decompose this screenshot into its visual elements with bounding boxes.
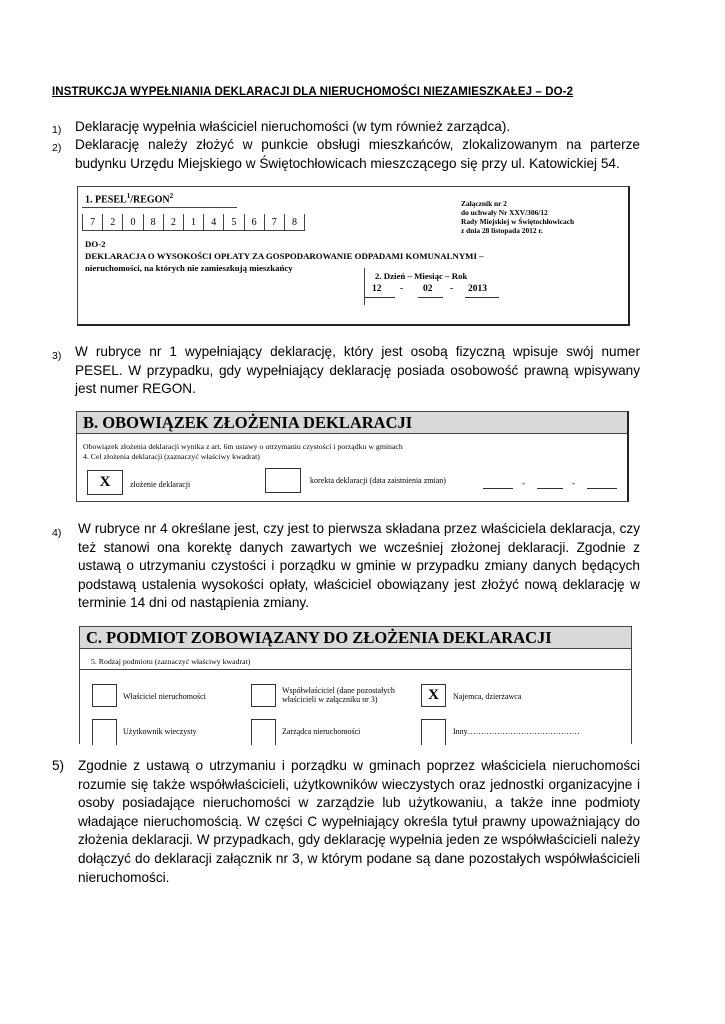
pesel-digit: 7 [82,214,102,231]
item-number: 2) [52,142,62,154]
pesel-digit: 6 [244,214,264,231]
pesel-digit: 8 [143,214,163,231]
section-b-heading: B. OBOWIĄZEK ZŁOŻENIA DEKLARACJI [77,412,627,434]
section-c-heading: C. PODMIOT ZOBOWIĄZANY DO ZŁOŻENIA DEKLARACJI [80,627,631,649]
checkbox-coowner-label: Współwłaściciel (dane pozostałych właścicieli w załączniku nr 3) [282,686,395,704]
instruction-item-1 [52,118,640,137]
checkbox-manager-label: Zarządca nieruchomości [282,727,361,736]
form-excerpt-header [77,186,630,326]
pesel-digit: 2 [163,214,183,231]
instruction-item-2 [52,136,640,173]
checkbox-tenant: X [421,684,446,707]
checkbox-correction [265,468,301,493]
checkbox-owner [92,684,117,707]
pesel-digit: 8 [284,214,304,231]
date-month: 02 [423,284,433,294]
pesel-digit: 4 [203,214,223,231]
date-year: 2013 [468,284,487,294]
item-number: 5) [52,758,65,773]
date-day: 12 [372,284,382,294]
instruction-item-3 [52,343,640,399]
item-text: W rubryce nr 1 wypełniający deklarację, który jest osobą fizyczną wpisuje swój numer PESEL. W przypadku, gdy wypełniający deklarację posiada osobowość prawną wpisywany jest numer REGON. [75,344,640,397]
date-label: 2. Dzień – Miesiąc – Rok [375,271,468,281]
date-field: 2. Dzień – Miesiąc – Rok 12 - 02 - 2013 [364,268,504,305]
instruction-item-5 [52,757,640,887]
pesel-digits [82,214,305,231]
checkbox-filing-label: złożenie deklaracji [130,480,191,489]
item-number: 3) [52,350,62,362]
item-text: Deklarację wypełnia właściciel nieruchomości (w tym również zarządca). [75,119,511,134]
document-title: INSTRUKCJA WYPEŁNIANIA DEKLARACJI DLA NIERUCHOMOŚCI NIEZAMIESZKAŁEJ – DO-2 [52,86,574,98]
section-b-text: Obowiązek złożenia deklaracji wynika z art. 6m ustawy o utrzymaniu czystości i porządku w gminach 4. Cel złożenia deklaracji (zaznaczyć właściwy kwadrat) [83,442,403,461]
pesel-digit: 0 [122,214,142,231]
declaration-heading: DO-2 DEKLARACJA O WYSOKOŚCI OPŁATY ZA GOSPODAROWANIE ODPADAMI KOMUNALNYMI – nieruchomości, na których nie zamieszkują mieszkańcy [85,239,484,273]
checkbox-other [421,719,446,745]
checkbox-tenant-label: Najemca, dzierżawca [453,692,522,701]
attachment-note: Załącznik nr 2 do uchwały Nr XXV/306/12 Rady Miejskiej w Świętochłowicach z dnia 28 listopada 2012 r. [461,199,575,235]
checkbox-filing: X [87,470,123,495]
checkbox-coowner [251,684,276,707]
item-number: 4) [52,527,62,539]
section-c-text: 5. Rodzaj podmiotu (zaznaczyć właściwy kwadrat) [91,657,251,666]
pesel-regon-label: 1. PESEL$^1$/REGON$^2$ [85,192,174,206]
item-text: Zgodnie z ustawą o utrzymaniu i porządku w gminach poprzez właściciela nieruchomości rozumie się także współwłaścicieli, użytkowników wieczystych oraz jednostki organizacyjne i osoby posiadające nieruchomości w zarządzie lub użytkowaniu, a także inne podmioty władające nieruchomością. W części C wypełniający określa tytuł prawny upoważniający do złożenia deklaracji. W przypadkach, gdy deklarację wypełnia jeden ze współwłaścicieli należy dołączyć do deklaracji załącznik nr 3, w którym podane są dane pozostałych współwłaścicieli nieruchomości. [78,758,640,885]
checkbox-other-label: Inny…………………………………… [453,727,580,736]
checkbox-manager [251,719,276,745]
pesel-digit: 1 [183,214,203,231]
pesel-digit: 7 [264,214,284,231]
item-text: W rubryce nr 4 określane jest, czy jest to pierwsza składana przez właściciela deklaracja, czy też stanowi ona korektę danych zawartych we wcześniej złożonej deklaracji. Zgodnie z ustawą o utrzymaniu czystości i porządku w gminie w przypadku zmiany danych będących podstawą ustalenia wysokości opłaty, właściciel obowiązany jest złożyć nową deklarację w terminie 14 dni od nastąpienia zmiany. [78,521,640,611]
checkbox-correction-label: korekta deklaracji (data zaistnienia zmian) [310,476,446,485]
form-excerpt-section-c [79,626,632,744]
instruction-item-4 [52,520,640,613]
item-number: 1) [52,124,62,136]
form-excerpt-section-b: B. OBOWIĄZEK ZŁOŻENIA DEKLARACJI Obowiązek złożenia deklaracji wynika z art. 6m ustawy o utrzymaniu czystości i porządku w gminach 4. Cel złożenia deklaracji (zaznaczyć właściwy kwadrat) X złożenie deklaracji korekta deklaracji (data zaistnienia zmian) - - [76,411,629,502]
item-text: Deklarację należy złożyć w punkcie obsługi mieszkańców, zlokalizowanym na parterze budynku Urzędu Miejskiego w Świętochłowicach mieszczącego się przy ul. Katowickiej 54. [75,137,640,171]
checkbox-owner-label: Właściciel nieruchomości [123,692,206,701]
pesel-digit: 2 [102,214,122,231]
checkbox-perpetual-user-label: Użytkownik wieczysty [123,727,197,736]
pesel-digit: 5 [223,214,243,231]
checkbox-perpetual-user [92,719,117,745]
